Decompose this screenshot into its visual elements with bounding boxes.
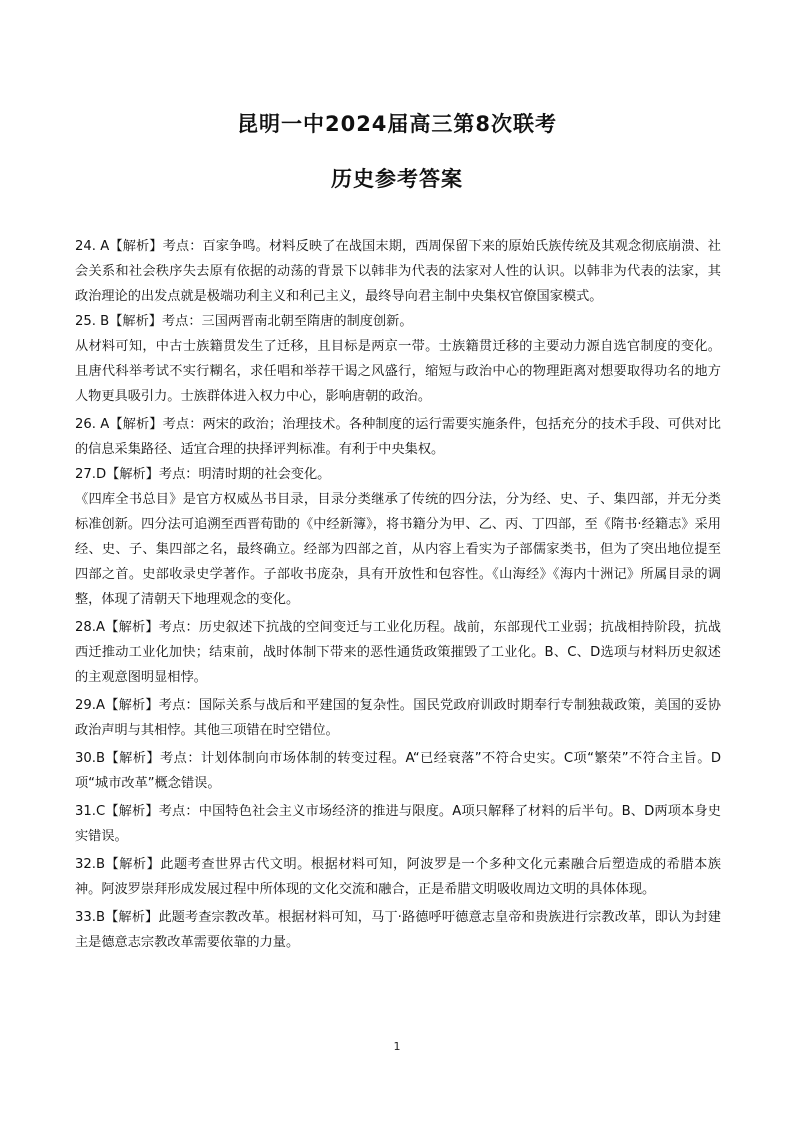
answer-list [75, 234, 721, 955]
answer-33: 33.B【解析】此题考查宗教改革。根据材料可知，马丁·路德呼吁德意志皇帝和贵族进行宗教改革，即认为封建主是德意志宗教改革需要依靠的力量。 [75, 910, 721, 950]
answer-32: 32.B【解析】此题考查世界古代文明。根据材料可知，阿波罗是一个多种文化元素融合后塑造成的希腊本族神。阿波罗崇拜形成发展过程中所体现的文化交流和融合，正是希腊文明吸收周边文明的具体体现。 [75, 857, 721, 897]
answer-29: 29.A【解析】考点：国际关系与战后和平建国的复杂性。国民党政府训政时期奉行专制独裁政策，美国的妥协政治声明与其相悖。其他三项错在时空错位。 [75, 698, 721, 738]
document-subtitle: 历史参考答案 [331, 167, 463, 191]
document-title: 昆明一中2024届高三第8次联考 [236, 112, 558, 136]
answer-30: 30.B【解析】考点：计划体制向市场体制的转变过程。A“已经衰落”不符合史实。C项“繁荣”不符合主旨。D项“城市改革”概念错误。 [75, 751, 721, 791]
answer-27-body: 《四库全书总目》是官方权威丛书目录，目录分类继承了传统的四分法，分为经、史、子、集四部，并无分类标准创新。四分法可追溯至西晋荀勖的《中经新簿》，将书籍分为甲、乙、丙、丁四部，至《隋书·经籍志》采用经、史、子、集四部之名，最终确立。经部为四部之首，从内容上看实为子部儒家类书，但为了突出地位提至四部之首。史部收录史学著作。子部收书庞杂，具有开放性和包容性。《山海经》《海内十洲记》所属目录的调整，体现了清朝天下地理观念的变化。 [75, 492, 721, 607]
page-number: 1 [393, 1040, 401, 1053]
answer-26: 26. A【解析】考点：两宋的政治；治理技术。各种制度的运行需要实施条件，包括充分的技术手段、可供对比的信息采集路径、适宜合理的抉择评判标准。有利于中央集权。 [75, 417, 721, 457]
answer-25-body: 从材料可知，中古士族籍贯发生了迁移，且目标是两京一带。士族籍贯迁移的主要动力源自选官制度的变化。且唐代科举考试不实行糊名，求任唱和举荐干谒之风盛行，缩短与政治中心的物理距离对想要取得功名的地方人物更具吸引力。士族群体进入权力中心，影响唐朝的政治。 [75, 339, 721, 404]
answer-25-header: 25. B【解析】考点：三国两晋南北朝至隋唐的制度创新。 [75, 314, 413, 329]
answer-24: 24. A【解析】考点：百家争鸣。材料反映了在战国末期，西周保留下来的原始氏族传统及其观念彻底崩溃、社会关系和社会秩序失去原有依据的动荡的背景下以韩非为代表的法家对人性的认识。以韩非为代表的法家，其政治理论的出发点就是极端功利主义和利己主义，最终导向君主制中央集权官僚国家模式。 [75, 239, 721, 304]
answer-28: 28.A【解析】考点：历史叙述下抗战的空间变迁与工业化历程。战前，东部现代工业弱；抗战相持阶段，抗战西迁推动工业化加快；结束前，战时体制下带来的恶性通货政策摧毁了工业化。B、C、D选项与材料历史叙述的主观意图明显相悖。 [75, 620, 721, 685]
answer-27-header: 27.D【解析】考点：明清时期的社会变化。 [75, 467, 331, 482]
answer-31: 31.C【解析】考点：中国特色社会主义市场经济的推进与限度。A项只解释了材料的后半句。B、D两项本身史实错误。 [75, 804, 721, 844]
